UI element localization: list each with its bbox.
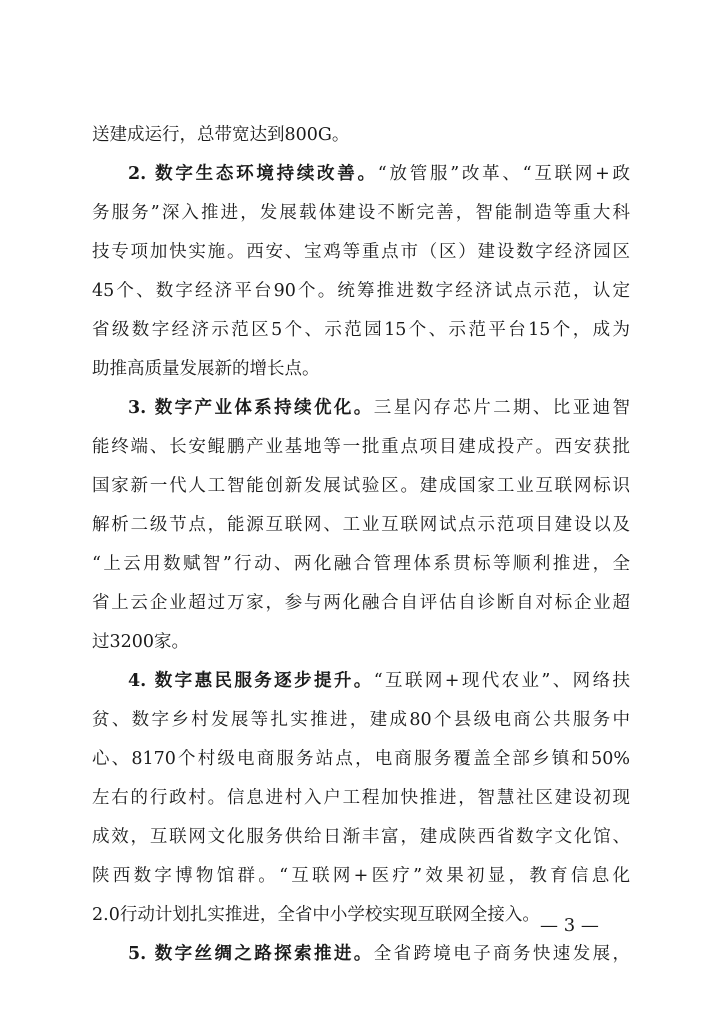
text-line: 解析二级节点，能源互联网、工业互联网试点示范项目建设以及 [92, 515, 630, 535]
text-line: 成效，互联网文化服务供给日渐丰富，建成陕西省数字文化馆、 [92, 827, 630, 847]
text-line: 助推高质量发展新的增长点。 [92, 359, 320, 379]
text-line: 省级数字经济示范区5个、示范园15个、示范平台15个，成为 [92, 320, 630, 340]
text-line: “上云用数赋智”行动、两化融合管理体系贯标等顺利推进，全 [92, 554, 630, 574]
text-line: 技专项加快实施。西安、宝鸡等重点市（区）建设数字经济园区 [92, 242, 630, 262]
body-text [92, 116, 630, 974]
text-line: 国家新一代人工智能创新发展试验区。建成国家工业互联网标识 [92, 476, 630, 496]
text-line: 省上云企业超过万家，参与两化融合自评估自诊断自对标企业超 [92, 593, 630, 613]
text-line: 3. 数字产业体系持续优化。三星闪存芯片二期、比亚迪智 [128, 398, 630, 418]
text-line: 2. 数字生态环境持续改善。“放管服”改革、“互联网+政 [128, 164, 630, 184]
text-line: 45个、数字经济平台90个。统筹推进数字经济试点示范，认定 [92, 281, 630, 301]
text-line: 4. 数字惠民服务逐步提升。“互联网+现代农业”、网络扶 [128, 671, 630, 691]
text-line: 务服务”深入推进，发展载体建设不断完善，智能制造等重大科 [92, 203, 630, 223]
text-line: 贫、数字乡村发展等扎实推进，建成80个县级电商公共服务中 [92, 710, 630, 730]
text-line: 左右的行政村。信息进村入户工程加快推进，智慧社区建设初现 [92, 788, 630, 808]
text-line: 能终端、长安鲲鹏产业基地等一批重点项目建成投产。西安获批 [92, 437, 630, 457]
text-line: 送建成运行，总带宽达到800G。 [92, 125, 350, 145]
text-line: 2.0行动计划扎实推进，全省中小学校实现互联网全接入。 [92, 905, 540, 925]
text-line: 心、8170个村级电商服务站点，电商服务覆盖全部乡镇和50% [92, 749, 630, 769]
text-line: 陕西数字博物馆群。“互联网+医疗”效果初显，教育信息化 [92, 866, 630, 886]
text-line: 过3200家。 [92, 632, 190, 652]
section-heading: 5. 数字丝绸之路探索推进。 [128, 944, 374, 964]
page-number: — 3 — [540, 915, 599, 936]
section-heading: 2. 数字生态环境持续改善。 [128, 164, 378, 184]
text-line: 5. 数字丝绸之路探索推进。全省跨境电子商务快速发展， [128, 944, 630, 964]
section-heading: 3. 数字产业体系持续优化。 [128, 398, 374, 418]
section-heading: 4. 数字惠民服务逐步提升。 [128, 671, 374, 691]
